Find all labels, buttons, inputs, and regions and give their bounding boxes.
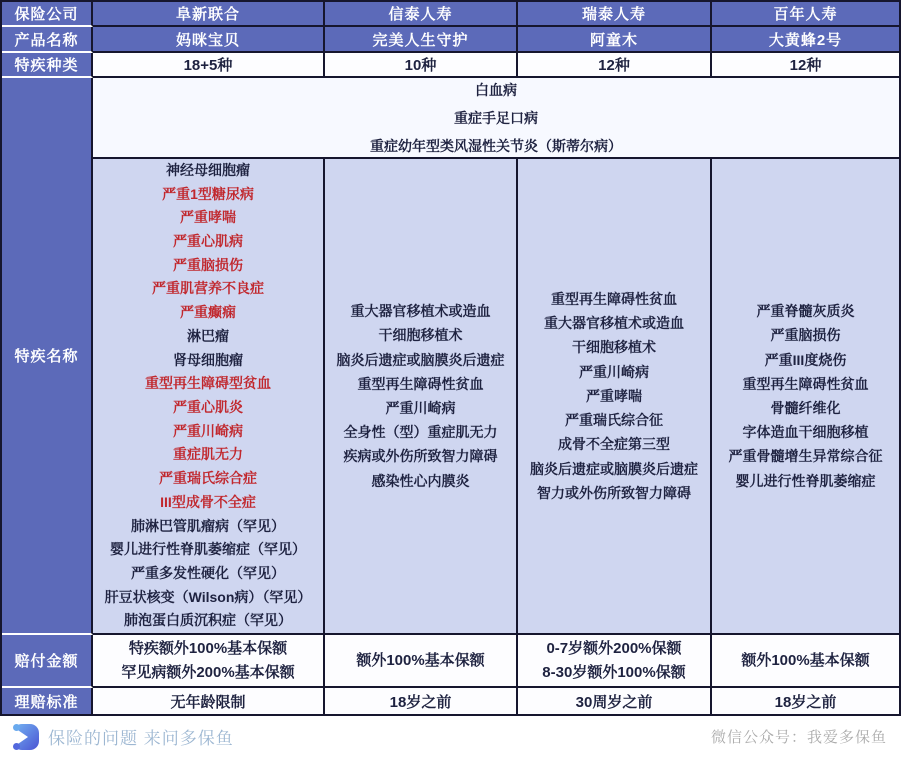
text-line: 0-7岁额外200%保额 [546, 639, 682, 657]
company-cell-ruitai: 瑞泰人寿 [518, 2, 712, 27]
text-line: 重症肌无力 [173, 446, 243, 463]
text-line: 干细胞移植术 [572, 339, 656, 356]
text-line: 严重脑损伤 [173, 256, 243, 273]
text-line: 严重III度烧伤 [764, 351, 847, 368]
text-line: 重型再生障碍性贫血 [551, 291, 677, 308]
count-cell: 18+5种 [93, 53, 325, 78]
row-label-disease-count: 特疾种类 [2, 53, 93, 78]
disease-list-xintai [325, 159, 518, 635]
text-line: 重型再生障碍型贫血 [145, 375, 271, 392]
text-line: 额外100%基本保额 [741, 651, 870, 669]
text-line: 智力或外伤所致智力障碍 [537, 484, 691, 501]
text-line: 肺淋巴管肌瘤病（罕见） [131, 517, 285, 534]
row-label-payout: 赔付金额 [2, 635, 93, 688]
count-cell: 12种 [712, 53, 899, 78]
text-line: 婴儿进行性脊肌萎缩症 [735, 472, 876, 489]
text-line: 严重心肌病 [173, 233, 243, 250]
text-line: 严重川崎病 [579, 363, 649, 380]
text-line: 感染性心内膜炎 [371, 472, 470, 489]
text-line: 严重瑞氏综合征 [565, 412, 663, 429]
text-line: 严重多发性硬化（罕见） [131, 564, 285, 581]
disease-list-bainian [712, 159, 899, 635]
text-line: 干细胞移植术 [378, 327, 463, 344]
text-line: 重症手足口病 [454, 109, 538, 126]
standard-cell: 30周岁之前 [518, 688, 712, 714]
company-cell-bainian: 百年人寿 [712, 2, 899, 27]
text-line: 重大器官移植术或造血 [350, 303, 491, 320]
duobaoyu-fish-logo-icon [13, 724, 39, 750]
text-line: 严重川崎病 [173, 422, 243, 439]
text-line: 肝豆状核变（Wilson病）（罕见） [104, 588, 312, 605]
text-line: 严重1型糖尿病 [162, 185, 254, 202]
text-line: 严重脊髓灰质炎 [756, 303, 855, 320]
row-label-disease-names: 特疾名称 [2, 78, 93, 635]
common-diseases-cell [93, 78, 899, 159]
text-line: 白血病 [475, 81, 517, 98]
count-cell: 10种 [325, 53, 518, 78]
disease-list-ruitai [518, 159, 712, 635]
text-line: 重型再生障碍性贫血 [742, 375, 869, 392]
text-line: 字体造血干细胞移植 [742, 424, 869, 441]
row-label-claim-standard: 理赔标准 [2, 688, 93, 714]
text-line: 疾病或外伤所致智力障碍 [343, 448, 498, 465]
footer-right-text: 微信公众号：我爱多保鱼 [710, 729, 887, 746]
text-line: 骨髓纤维化 [770, 400, 841, 416]
text-line: 严重骨髓增生异常综合征 [728, 448, 883, 465]
text-line: 额外100%基本保额 [356, 651, 485, 669]
payout-cell [712, 635, 899, 688]
text-line: 严重哮喘 [180, 209, 236, 226]
text-line: 全身性（型）重症肌无力 [343, 424, 498, 441]
text-line: 神经母细胞瘤 [166, 161, 250, 178]
text-line: 肾母细胞瘤 [173, 351, 243, 368]
text-line: 婴儿进行性脊肌萎缩症（罕见） [110, 541, 306, 558]
payout-cell [518, 635, 712, 688]
footer-brand [13, 724, 234, 750]
standard-cell: 18岁之前 [712, 688, 899, 714]
company-cell-xintai: 信泰人寿 [325, 2, 518, 27]
row-label-product: 产品名称 [2, 27, 93, 53]
product-cell-mamibaobei: 妈咪宝贝 [93, 27, 325, 53]
text-line: 严重哮喘 [586, 387, 642, 404]
text-line: 成骨不全症第三型 [558, 436, 670, 453]
payout-cell [93, 635, 325, 688]
product-cell-wanmeirensheng: 完美人生守护 [325, 27, 518, 53]
footer [0, 716, 901, 757]
text-line: 肺泡蛋白质沉积症（罕见） [124, 612, 292, 629]
text-line: 重症幼年型类风湿性关节炎（斯蒂尔病） [370, 137, 622, 154]
text-line: 严重脑损伤 [770, 327, 841, 344]
payout-cell [325, 635, 518, 688]
text-line: 严重心肌炎 [173, 399, 243, 415]
row-label-company: 保险公司 [2, 2, 93, 27]
product-cell-atongmu: 阿童木 [518, 27, 712, 53]
standard-cell: 18岁之前 [325, 688, 518, 714]
disease-list-fuxin [93, 159, 325, 635]
standard-cell: 无年龄限制 [93, 688, 325, 714]
text-line: 8-30岁额外100%保额 [542, 663, 686, 681]
text-line: 脑炎后遗症或脑膜炎后遗症 [336, 351, 505, 368]
text-line: 严重瑞氏综合症 [159, 470, 257, 487]
text-line: 严重癫痫 [180, 304, 236, 321]
text-line: 严重肌营养不良症 [152, 280, 264, 297]
footer-left-text: 保险的问题 来问多保鱼 [48, 729, 234, 748]
product-cell-dahuangfeng: 大黄蜂2号 [712, 27, 899, 53]
text-line: 重大器官移植术或造血 [544, 315, 684, 332]
text-line: 脑炎后遗症或脑膜炎后遗症 [530, 460, 698, 477]
text-line: 严重川崎病 [385, 400, 456, 416]
text-line: 淋巴瘤 [187, 327, 229, 344]
text-line: 罕见病额外200%基本保额 [121, 663, 295, 681]
text-line: 重型再生障碍性贫血 [357, 375, 484, 392]
text-line: 特疾额外100%基本保额 [128, 639, 288, 657]
count-cell: 12种 [518, 53, 712, 78]
text-line: III型成骨不全症 [160, 493, 256, 510]
company-cell-fuxin: 阜新联合 [93, 2, 325, 27]
